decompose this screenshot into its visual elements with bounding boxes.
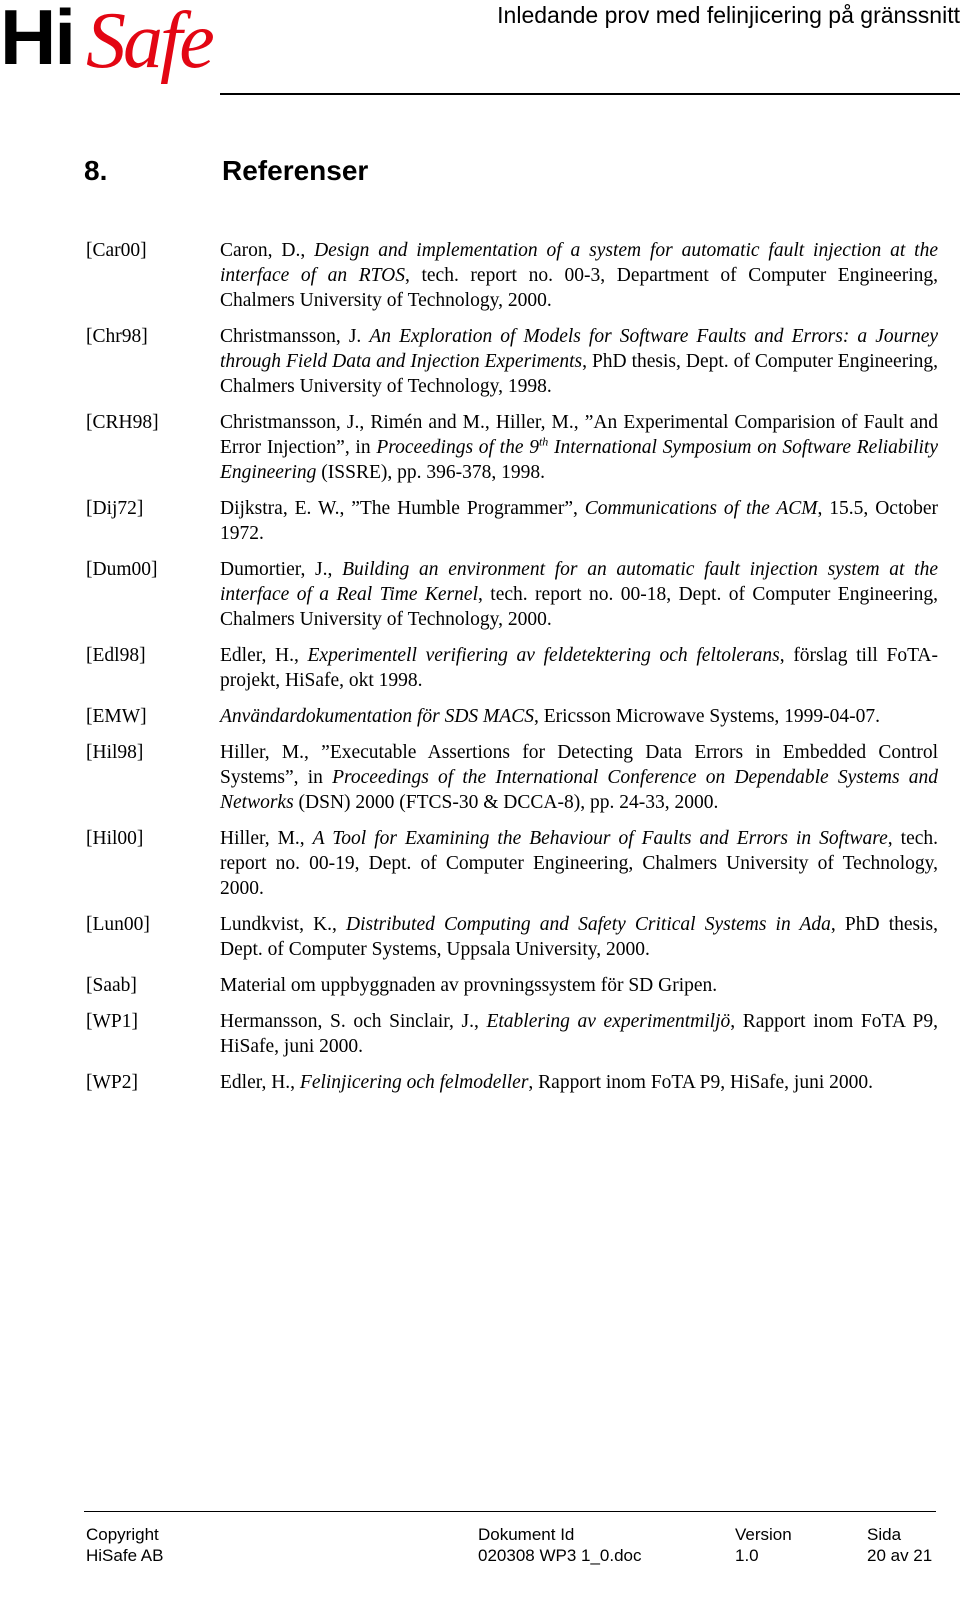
text-run: Hiller, M., ”Executable Assertions for Detecting Data Errors in Embedded Control Systems”, in [220, 742, 938, 788]
section-heading: Referenser [222, 155, 369, 186]
reference-text [220, 557, 938, 632]
footer-divider [84, 1511, 936, 1512]
text-run: Edler, H., [220, 1072, 300, 1093]
reference-text [220, 973, 938, 998]
reference-text [220, 238, 938, 313]
italic-title: Communications of the ACM [584, 498, 818, 519]
text-run: Caron, D., [220, 240, 315, 261]
text-run: Dijkstra, E. W., ”The Humble Programmer”, [220, 498, 585, 519]
page-label: Sida [867, 1525, 902, 1544]
reference-text [220, 643, 938, 693]
reference-entry [86, 557, 956, 632]
reference-key: [EMW] [86, 706, 147, 727]
italic-title: Distributed Computing and Safety Critical Systems in Ada [346, 914, 831, 935]
reference-entry [86, 238, 956, 313]
text-run: Hiller, M., [220, 828, 313, 849]
text-run: , Rapport inom FoTA P9, HiSafe, juni 2000. [220, 1011, 938, 1057]
hisafe-logo [0, 0, 212, 110]
italic-title: Proceedings of the International Conference on Dependable Systems and Networks [220, 767, 938, 813]
footer-document-id [478, 1524, 642, 1566]
reference-entry [86, 704, 956, 729]
text-run: (DSN) 2000 (FTCS-30 & DCCA-8), pp. 24-33, 2000. [293, 792, 719, 813]
text-run: , förslag till FoTA-projekt, HiSafe, okt 1998. [220, 645, 939, 691]
text-run: , Ericsson Microwave Systems, 1999-04-07. [533, 706, 881, 727]
text-run: Edler, H., [220, 645, 308, 666]
text-run: , PhD thesis, Dept. of Computer Engineering, Chalmers University of Technology, 1998. [220, 351, 938, 397]
superscript: th [538, 434, 549, 449]
text-run: , tech. report no. 00-3, Department of Computer Engineering, Chalmers University of Technology, 2000. [220, 265, 938, 311]
italic-title: Etablering av experimentmiljö [486, 1011, 731, 1032]
text-run: , tech. report no. 00-18, Dept. of Computer Engineering, Chalmers University of Technology, 2000. [220, 584, 938, 630]
reference-text [220, 410, 938, 485]
italic-title: International Symposium on Software Reliability Engineering [220, 437, 938, 483]
reference-text [220, 704, 938, 729]
reference-key: [Hil00] [86, 828, 144, 849]
reference-entry [86, 496, 956, 546]
italic-title: Felinjicering och felmodeller [299, 1072, 529, 1093]
reference-text [220, 496, 938, 546]
reference-text [220, 912, 938, 962]
copyright-value: HiSafe AB [86, 1546, 164, 1565]
version-label: Version [735, 1525, 792, 1544]
text-run: (ISSRE), pp. 396-378, 1998. [316, 462, 545, 483]
reference-key: [Hil98] [86, 742, 144, 763]
header-divider [220, 93, 960, 95]
text-run: Lundkvist, K., [220, 914, 347, 935]
text-run: Christmansson, J., Rimén and M., Hiller, M., ”An Experimental Comparision of Fault and Error Injection”, in [220, 412, 938, 458]
page-value: 20 av 21 [867, 1546, 933, 1565]
reference-text [220, 740, 938, 815]
version-value: 1.0 [735, 1546, 759, 1565]
logo-hi: Hi [0, 0, 74, 81]
reference-key: [Lun00] [86, 914, 150, 935]
reference-text [220, 1009, 938, 1059]
section-number: 8. [84, 155, 108, 186]
docid-value: 020308 WP3 1_0.doc [478, 1546, 642, 1565]
reference-list [86, 238, 956, 1106]
reference-key: [Dij72] [86, 498, 144, 519]
reference-key: [CRH98] [86, 412, 159, 433]
reference-entry [86, 740, 956, 815]
footer-copyright [86, 1524, 164, 1566]
text-run: Hermansson, S. och Sinclair, J., [220, 1011, 487, 1032]
reference-key: [Edl98] [86, 645, 146, 666]
copyright-label: Copyright [86, 1525, 159, 1544]
reference-entry [86, 973, 956, 998]
reference-entry [86, 826, 956, 901]
footer-page [867, 1524, 932, 1566]
text-run: Christmansson, J. [220, 326, 370, 347]
reference-entry [86, 324, 956, 399]
logo-safe: Safe [86, 0, 212, 85]
italic-title: Användardokumentation för SDS MACS [220, 706, 534, 727]
reference-key: [Chr98] [86, 326, 148, 347]
footer-version [735, 1524, 792, 1566]
reference-text [220, 324, 938, 399]
reference-entry [86, 643, 956, 693]
text-run: , Rapport inom FoTA P9, HiSafe, juni 2000. [528, 1072, 873, 1093]
text-run: , 15.5, October 1972. [220, 498, 939, 544]
reference-key: [WP1] [86, 1011, 138, 1032]
text-run: , tech. report no. 00-19, Dept. of Computer Engineering, Chalmers University of Technology, 2000. [220, 828, 939, 899]
document-title: Inledande prov med felinjicering på gränssnitt [497, 2, 960, 28]
reference-text [220, 1070, 938, 1095]
italic-title: A Tool for Examining the Behaviour of Faults and Errors in Software [312, 828, 888, 849]
text-run: , PhD thesis, Dept. of Computer Systems, Uppsala University, 2000. [220, 914, 938, 960]
text-run: Material om uppbyggnaden av provningssystem för SD Gripen. [220, 975, 718, 996]
reference-entry [86, 1070, 956, 1095]
reference-key: [Car00] [86, 240, 147, 261]
reference-key: [Dum00] [86, 559, 158, 580]
italic-title: Proceedings of the 9 [376, 437, 539, 458]
text-run: Dumortier, J., [220, 559, 343, 580]
italic-title: Design and implementation of a system for automatic fault injection at the interface of an RTOS [220, 240, 938, 286]
reference-key: [WP2] [86, 1072, 138, 1093]
reference-entry [86, 912, 956, 962]
italic-title: An Exploration of Models for Software Faults and Errors: a Journey through Field Data and Injection Experiments [220, 326, 939, 372]
reference-key: [Saab] [86, 975, 137, 996]
docid-label: Dokument Id [478, 1525, 575, 1544]
reference-entry [86, 1009, 956, 1059]
italic-title: Experimentell verifiering av feldetektering och feltolerans [307, 645, 780, 666]
italic-title: Building an environment for an automatic fault injection system at the interface of a Real Time Kernel [220, 559, 938, 605]
reference-text [220, 826, 938, 901]
reference-entry [86, 410, 956, 485]
